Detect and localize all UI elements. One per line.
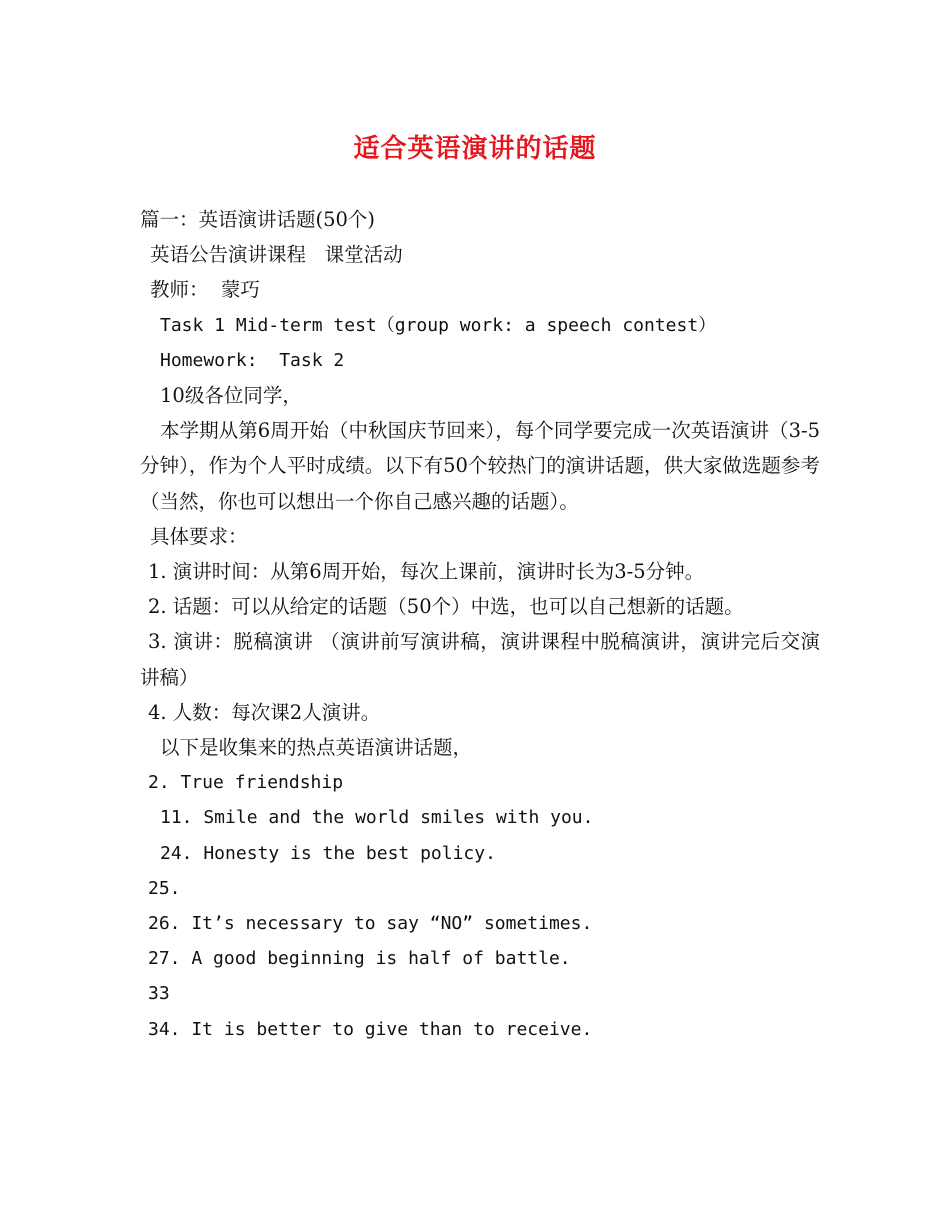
course-line: 英语公告演讲课程 课堂活动 — [150, 243, 403, 267]
topic-item: 2. True friendship — [148, 772, 344, 794]
section-heading: 篇一：英语演讲话题(50个) — [140, 208, 376, 231]
requirement-item: 1. 演讲时间：从第6周开始，每次上课前，演讲时长为3-5分钟。 — [148, 560, 705, 584]
task-line: Task 1 Mid-term test（group work: a speech contest） — [160, 314, 717, 336]
greeting-line: 10级各位同学， — [160, 384, 302, 408]
topic-item: 26. It’s necessary to say “NO” sometimes. — [148, 913, 593, 935]
topic-item: 34. It is better to give than to receive. — [148, 1018, 593, 1040]
topics-intro: 以下是收集来的热点英语演讲话题， — [160, 736, 473, 760]
homework-line: Homework: Task 2 — [160, 349, 345, 371]
document-body — [140, 202, 820, 1047]
requirements-heading: 具体要求： — [150, 524, 248, 548]
document-title: 适合英语演讲的话题 — [353, 134, 597, 164]
teacher-line: 教师： 蒙巧 — [150, 278, 260, 302]
topic-item: 24. Honesty is the best policy. — [160, 842, 496, 864]
requirement-item: 4. 人数：每次课2人演讲。 — [148, 700, 381, 724]
topic-item: 11. Smile and the world smiles with you. — [160, 807, 594, 829]
topic-item: 27. A good beginning is half of battle. — [148, 948, 571, 970]
intro-paragraph: 本学期从第6周开始（中秋国庆节回来），每个同学要完成一次英语演讲（3-5分钟），作为个人平时成绩。以下有50个较热门的演讲话题，供大家做选题参考（当然，你也可以想出一个你自己感兴趣的话题）。 — [140, 419, 820, 513]
requirement-item: 2. 话题：可以从给定的话题（50个）中选，也可以自己想新的话题。 — [148, 595, 744, 619]
requirement-item: 3. 演讲：脱稿演讲 （演讲前写演讲稿，演讲课程中脱稿演讲，演讲完后交演讲稿） — [140, 630, 820, 689]
topic-item: 25. — [148, 877, 181, 899]
topic-item: 33 — [148, 983, 170, 1005]
